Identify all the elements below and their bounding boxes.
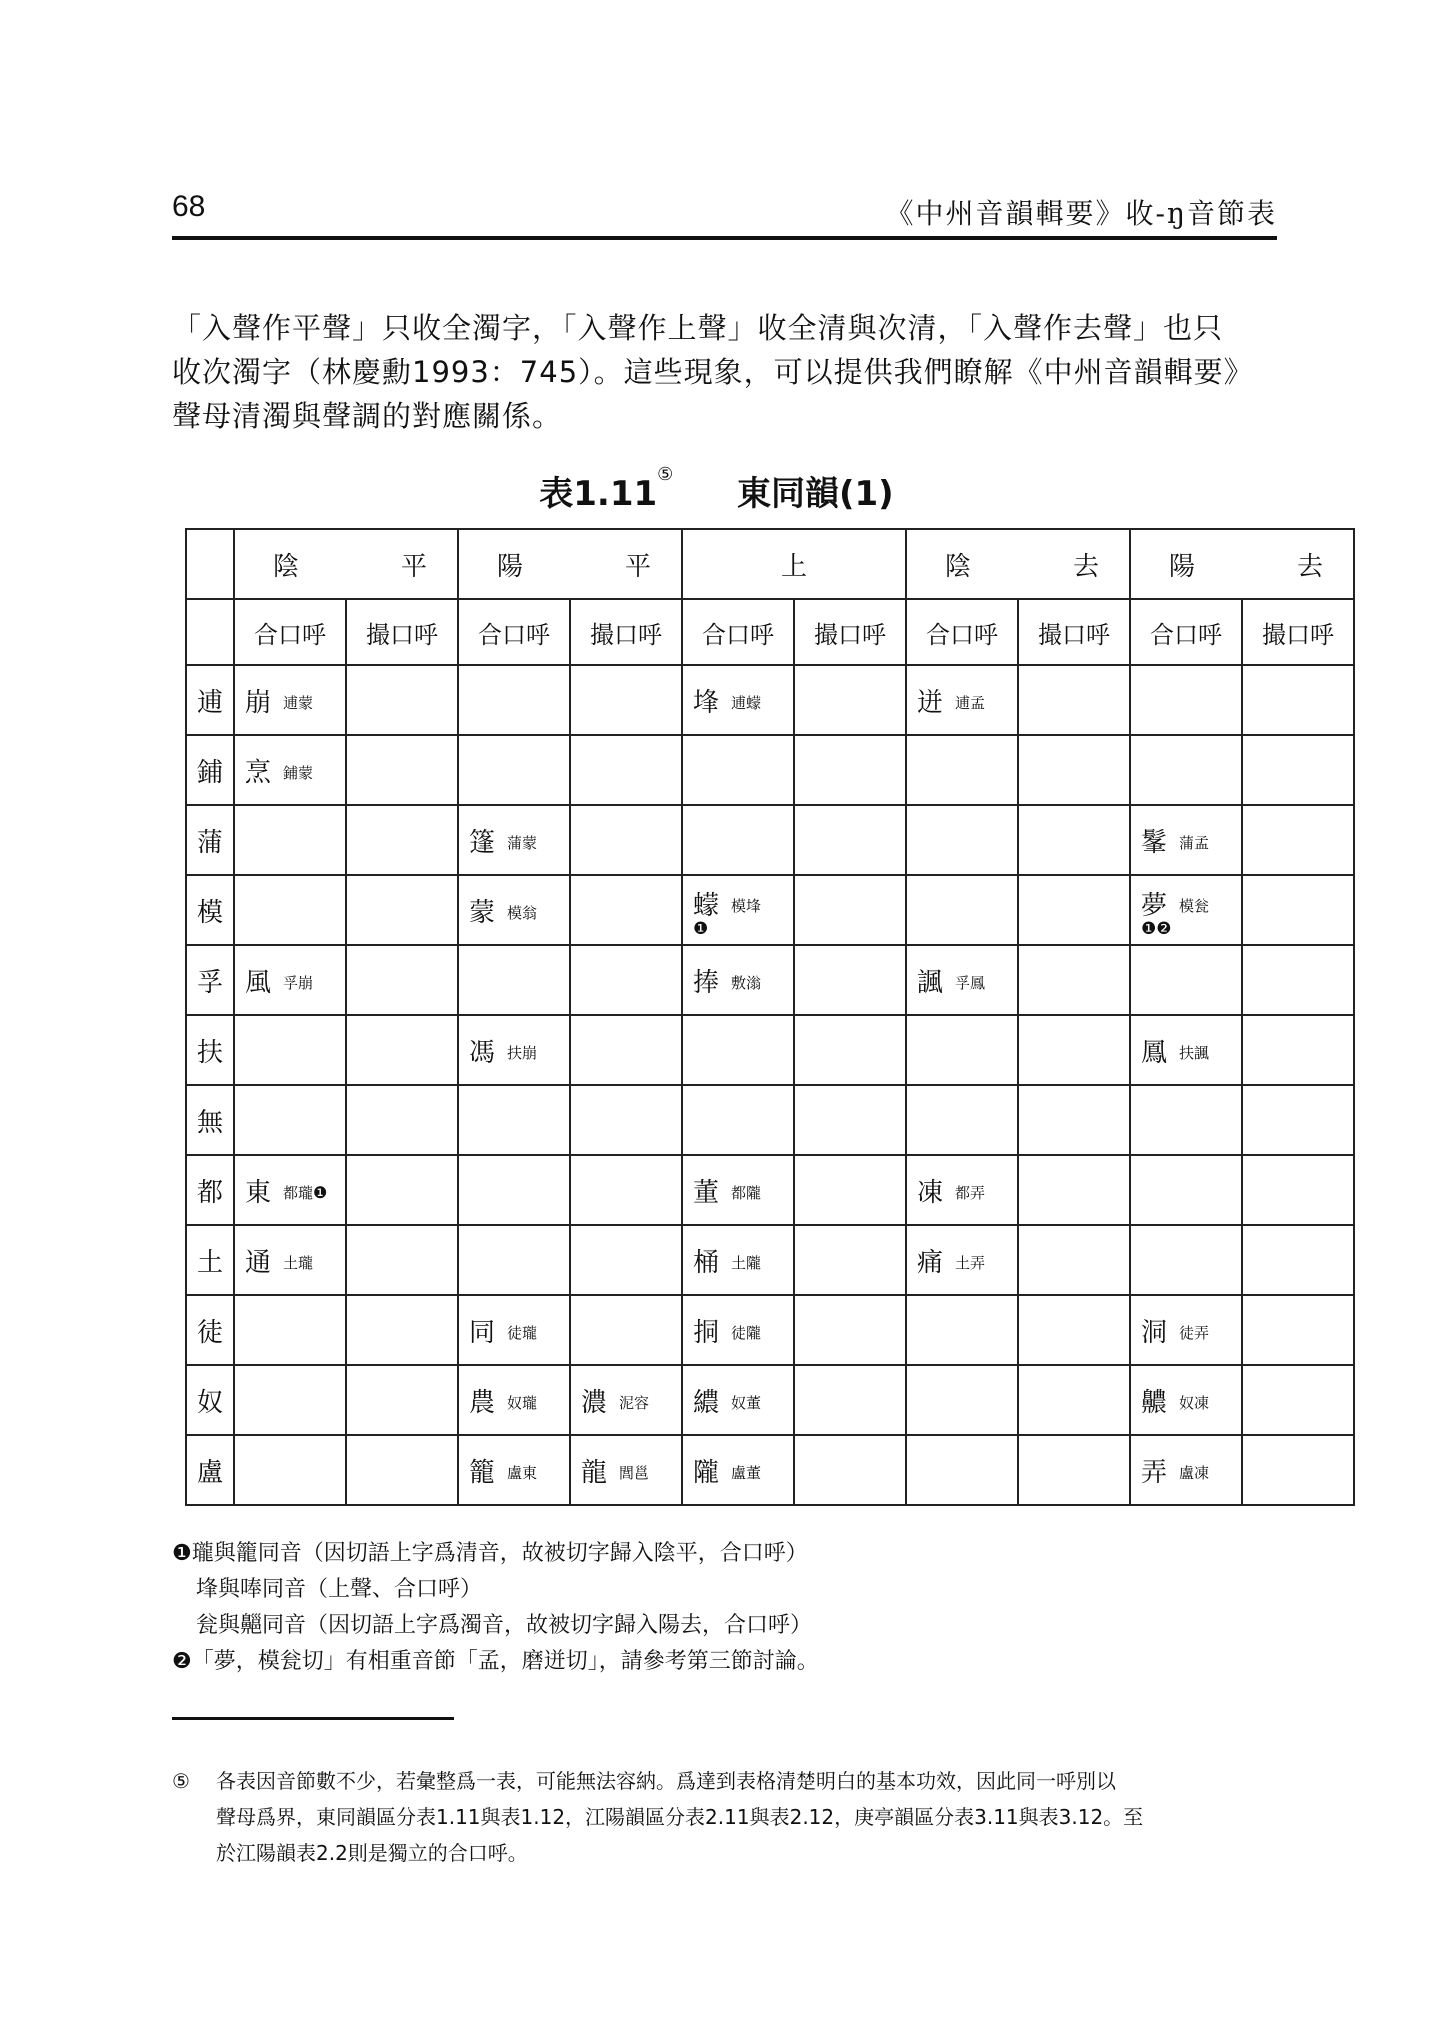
footnote: [172, 1763, 1292, 1871]
syllable-char: 通: [245, 1247, 272, 1278]
table-row: [186, 1155, 1354, 1225]
table-row: [186, 1015, 1354, 1085]
syllable-char: 同: [469, 1317, 496, 1348]
fanqie-annotation: 土弄: [955, 1253, 986, 1272]
tone-label: [907, 546, 1129, 583]
syllable-char: 齈: [1141, 1387, 1168, 1418]
syllable-cell: [1018, 1435, 1130, 1505]
tone-header: [234, 529, 458, 599]
syllable-cell: [346, 735, 458, 805]
syllable-cell: [570, 1435, 682, 1505]
syllable-char: 諷: [917, 967, 944, 998]
syllable-cell: [682, 735, 794, 805]
syllable-cell: [458, 665, 570, 735]
fanqie-annotation: 模埄: [731, 896, 762, 915]
syllable-cell: [906, 1155, 1018, 1225]
syllable-cell: [1130, 875, 1242, 945]
fanqie-annotation: 扶崩: [507, 1043, 538, 1062]
footnote-line: 於江陽韻表2.2則是獨立的合口呼。: [216, 1841, 528, 1865]
fanqie-annotation: 都隴: [731, 1183, 762, 1202]
tone-part: 陽: [1169, 551, 1196, 582]
syllable-cell: [682, 1225, 794, 1295]
syllable-cell: [794, 665, 906, 735]
syllable-char: 髼: [1141, 827, 1168, 858]
fanqie-annotation: 盧董: [731, 1463, 762, 1482]
table-row: [186, 805, 1354, 875]
fanqie-annotation: 徒弄: [1179, 1323, 1210, 1342]
syllable-cell: [682, 875, 794, 945]
table-row: [186, 735, 1354, 805]
table-row: [186, 1435, 1354, 1505]
syllable-cell: [1018, 945, 1130, 1015]
syllable-cell: [458, 945, 570, 1015]
table-title: 東同韻(1): [736, 474, 894, 514]
syllable-char: 痛: [917, 1247, 944, 1278]
syllable-char: 捧: [693, 967, 720, 998]
initial-cell: 孚: [186, 945, 234, 1015]
syllable-cell: [234, 945, 346, 1015]
fanqie-annotation: 都瓏❶: [283, 1182, 328, 1202]
table-row: [186, 945, 1354, 1015]
tone-header: [1130, 529, 1354, 599]
syllable-cell: [906, 1435, 1018, 1505]
table-row: [186, 1225, 1354, 1295]
fanqie-annotation: 都弄: [955, 1183, 986, 1202]
tone-part: 平: [624, 551, 651, 582]
hu-label: 合口呼: [234, 599, 346, 665]
syllable-cell: [234, 1225, 346, 1295]
hu-label: 撮口呼: [346, 599, 458, 665]
paragraph-line: 聲母清濁與聲調的對應關係。: [172, 399, 563, 433]
initial-cell: 盧: [186, 1435, 234, 1505]
fanqie-annotation: 蒲孟: [1179, 833, 1210, 852]
syllable-cell: [906, 945, 1018, 1015]
syllable-cell: [1130, 1155, 1242, 1225]
syllable-cell: [794, 1295, 906, 1365]
syllable-cell: [570, 665, 682, 735]
syllable-char: 桶: [693, 1247, 720, 1278]
syllable-cell: [794, 1435, 906, 1505]
syllable-cell: [234, 1365, 346, 1435]
syllable-cell: [1130, 805, 1242, 875]
tone-part: 陰: [273, 551, 300, 582]
note-line: ❶瓏與籠同音（因切語上字爲清音，故被切字歸入陰平，合口呼）: [172, 1541, 808, 1566]
rhyme-table: [185, 528, 1355, 1506]
syllable-cell: [1130, 1435, 1242, 1505]
note-line: 埄與唪同音（上聲、合口呼）: [196, 1577, 483, 1602]
syllable-cell: [1018, 1015, 1130, 1085]
syllable-cell: [458, 1295, 570, 1365]
hu-label: 合口呼: [458, 599, 570, 665]
syllable-cell: [1242, 1225, 1354, 1295]
syllable-cell: [906, 805, 1018, 875]
syllable-cell: [570, 805, 682, 875]
initial-cell: 鋪: [186, 735, 234, 805]
syllable-cell: [1242, 805, 1354, 875]
syllable-cell: [794, 1225, 906, 1295]
table-row: [186, 1365, 1354, 1435]
fanqie-annotation: 泥容: [619, 1393, 650, 1412]
syllable-cell: [1242, 665, 1354, 735]
syllable-char: 籠: [469, 1457, 496, 1488]
syllable-cell: [682, 945, 794, 1015]
table-caption: [0, 466, 1433, 515]
syllable-cell: [346, 1365, 458, 1435]
body-paragraph: [172, 306, 1282, 438]
syllable-cell: [346, 1225, 458, 1295]
syllable-char: 埄: [693, 687, 720, 718]
syllable-cell: [794, 875, 906, 945]
fanqie-annotation: 扶諷: [1179, 1043, 1210, 1062]
syllable-char: 濃: [581, 1387, 608, 1418]
tone-label: [459, 546, 681, 583]
syllable-cell: [1130, 1365, 1242, 1435]
syllable-char: 崩: [245, 687, 272, 718]
syllable-cell: [458, 1225, 570, 1295]
syllable-cell: [1018, 735, 1130, 805]
syllable-cell: [682, 1365, 794, 1435]
syllable-cell: [1018, 875, 1130, 945]
fanqie-annotation: 盧凍: [1179, 1463, 1210, 1482]
syllable-cell: [234, 735, 346, 805]
hu-label: 合口呼: [906, 599, 1018, 665]
syllable-cell: [794, 945, 906, 1015]
fanqie-annotation: 閭邕: [619, 1463, 650, 1482]
syllable-cell: [346, 1015, 458, 1085]
note-marker: ❶: [313, 1182, 328, 1202]
syllable-char: 弄: [1141, 1457, 1168, 1488]
syllable-cell: [1130, 1015, 1242, 1085]
syllable-char: 鳳: [1141, 1037, 1168, 1068]
syllable-cell: [570, 735, 682, 805]
tone-header: [682, 529, 906, 599]
tone-part: 平: [400, 551, 427, 582]
syllable-cell: [458, 1155, 570, 1225]
syllable-char: 董: [693, 1177, 720, 1208]
syllable-cell: [1242, 875, 1354, 945]
syllable-char: 凍: [917, 1177, 944, 1208]
syllable-cell: [1018, 1295, 1130, 1365]
fanqie-annotation: 盧東: [507, 1463, 538, 1482]
initial-cell: 模: [186, 875, 234, 945]
syllable-cell: [570, 945, 682, 1015]
footnote-line: 各表因音節數不少，若彙整爲一表，可能無法容納。爲達到表格清楚明白的基本功效，因此同一呼別以: [216, 1769, 1116, 1793]
fanqie-annotation: 模瓮: [1179, 896, 1210, 915]
syllable-cell: [570, 1015, 682, 1085]
tone-header-row: [186, 529, 1354, 599]
table-row: [186, 1295, 1354, 1365]
syllable-cell: [570, 1295, 682, 1365]
syllable-cell: [346, 1085, 458, 1155]
syllable-cell: [458, 1435, 570, 1505]
syllable-cell: [906, 1365, 1018, 1435]
syllable-cell: [458, 1015, 570, 1085]
initial-cell: 土: [186, 1225, 234, 1295]
hu-label: 合口呼: [1130, 599, 1242, 665]
syllable-cell: [1242, 1085, 1354, 1155]
syllable-char: 烹: [245, 757, 272, 788]
syllable-cell: [234, 665, 346, 735]
syllable-cell: [1130, 1225, 1242, 1295]
syllable-cell: [234, 1295, 346, 1365]
syllable-char: 洞: [1141, 1317, 1168, 1348]
tone-part: 去: [1296, 551, 1323, 582]
fanqie-annotation: 鋪蒙: [283, 763, 314, 782]
syllable-char: 龍: [581, 1457, 608, 1488]
initial-cell: 都: [186, 1155, 234, 1225]
fanqie-annotation: 奴凍: [1179, 1393, 1210, 1412]
fanqie-annotation: 徒隴: [731, 1323, 762, 1342]
fanqie-annotation: 逋蒙: [283, 693, 314, 712]
initial-cell: 逋: [186, 665, 234, 735]
paragraph-line: 「入聲作平聲」只收全濁字，「入聲作上聲」收全清與次清，「入聲作去聲」也只: [172, 311, 1224, 345]
syllable-cell: [234, 1085, 346, 1155]
syllable-cell: [682, 1435, 794, 1505]
syllable-cell: [1242, 1155, 1354, 1225]
hu-label: 撮口呼: [1242, 599, 1354, 665]
syllable-char: 挏: [693, 1317, 720, 1348]
syllable-cell: [458, 1365, 570, 1435]
table-notes: [172, 1536, 819, 1680]
syllable-cell: [234, 1435, 346, 1505]
syllable-cell: [1242, 1015, 1354, 1085]
syllable-cell: [1018, 805, 1130, 875]
syllable-cell: [570, 875, 682, 945]
syllable-cell: [794, 735, 906, 805]
initial-cell: 蒲: [186, 805, 234, 875]
fanqie-annotation: 敷滃: [731, 973, 762, 992]
tone-label: 上: [780, 551, 807, 582]
table-row: [186, 665, 1354, 735]
syllable-cell: [458, 805, 570, 875]
syllable-cell: [906, 1295, 1018, 1365]
syllable-cell: [794, 1365, 906, 1435]
fanqie-annotation: 奴瓏: [507, 1393, 538, 1412]
initial-cell: 無: [186, 1085, 234, 1155]
initial-cell: 扶: [186, 1015, 234, 1085]
fanqie-annotation: 模翁: [507, 903, 538, 922]
tone-part: 陽: [497, 551, 524, 582]
syllable-cell: [346, 1295, 458, 1365]
syllable-cell: [1130, 1295, 1242, 1365]
footnote-ref: ⑤: [657, 464, 674, 485]
table-label: 表1.11: [539, 474, 658, 514]
syllable-cell: [234, 1015, 346, 1085]
syllable-char: 農: [469, 1387, 496, 1418]
syllable-cell: [682, 665, 794, 735]
syllable-cell: [346, 875, 458, 945]
fanqie-annotation: 孚崩: [283, 973, 314, 992]
syllable-cell: [1130, 1085, 1242, 1155]
syllable-char: 迸: [917, 687, 944, 718]
syllable-cell: [1018, 1085, 1130, 1155]
fanqie-annotation: 土瓏: [283, 1253, 314, 1272]
syllable-cell: [1130, 945, 1242, 1015]
fanqie-annotation: 徒瓏: [507, 1323, 538, 1342]
syllable-cell: [1242, 1435, 1354, 1505]
table-row: [186, 1085, 1354, 1155]
syllable-cell: [346, 945, 458, 1015]
syllable-cell: [1242, 945, 1354, 1015]
syllable-cell: [794, 1085, 906, 1155]
note-marker: ❶❷: [1141, 918, 1172, 939]
fanqie-annotation: 孚鳳: [955, 973, 986, 992]
note-line: 瓮與齆同音（因切語上字爲濁音，故被切字歸入陽去，合口呼）: [196, 1613, 813, 1638]
syllable-cell: [906, 1015, 1018, 1085]
syllable-cell: [682, 1085, 794, 1155]
syllable-cell: [1018, 1365, 1130, 1435]
tone-label: [235, 546, 457, 583]
running-title: 《中州音韻輯要》收-ŋ音節表: [885, 197, 1277, 230]
syllable-cell: [906, 1225, 1018, 1295]
syllable-char: 夢: [1141, 890, 1168, 921]
syllable-char: 東: [245, 1177, 272, 1208]
syllable-cell: [682, 1295, 794, 1365]
syllable-cell: [346, 1435, 458, 1505]
paragraph-line: 收次濁字（林慶勳1993：745）。這些現象，可以提供我們瞭解《中州音韻輯要》: [172, 355, 1254, 389]
footnote-line: 聲母爲界，東同韻區分表1.11與表1.12，江陽韻區分表2.11與表2.12，庚亭韻區分表3.11與表3.12。至: [216, 1805, 1144, 1829]
syllable-char: 篷: [469, 827, 496, 858]
syllable-char: 隴: [693, 1457, 720, 1488]
syllable-cell: [682, 805, 794, 875]
syllable-cell: [1018, 1155, 1130, 1225]
syllable-cell: [570, 1225, 682, 1295]
syllable-char: 蠓: [693, 890, 720, 921]
page-number: 68: [172, 190, 206, 223]
syllable-cell: [906, 875, 1018, 945]
fanqie-annotation: 土隴: [731, 1253, 762, 1272]
fanqie-annotation: 蒲蒙: [507, 833, 538, 852]
hu-label: 撮口呼: [570, 599, 682, 665]
fanqie-annotation: 奴董: [731, 1393, 762, 1412]
initial-cell: 徒: [186, 1295, 234, 1365]
syllable-cell: [458, 1085, 570, 1155]
syllable-cell: [346, 1155, 458, 1225]
syllable-cell: [570, 1365, 682, 1435]
corner-cell: [186, 529, 234, 599]
hu-header-row: [186, 599, 1354, 665]
table-row: [186, 875, 1354, 945]
tone-header: [458, 529, 682, 599]
syllable-cell: [1242, 1295, 1354, 1365]
syllable-cell: [1242, 1365, 1354, 1435]
syllable-cell: [234, 805, 346, 875]
syllable-cell: [1242, 735, 1354, 805]
note-line: ❷「夢，模瓮切」有相重音節「孟，磨迸切」，請參考第三節討論。: [172, 1649, 819, 1674]
syllable-cell: [458, 875, 570, 945]
footnote-rule: [172, 1717, 454, 1720]
footnote-mark: ⑤: [172, 1769, 190, 1793]
hu-label: 撮口呼: [1018, 599, 1130, 665]
syllable-cell: [458, 735, 570, 805]
syllable-char: 蒙: [469, 897, 496, 928]
syllable-cell: [234, 875, 346, 945]
syllable-cell: [570, 1085, 682, 1155]
syllable-cell: [682, 1155, 794, 1225]
tone-part: 去: [1072, 551, 1099, 582]
syllable-char: 風: [245, 967, 272, 998]
initial-cell: 奴: [186, 1365, 234, 1435]
syllable-cell: [1130, 735, 1242, 805]
note-marker: ❶: [693, 918, 709, 939]
fanqie-annotation: 逋孟: [955, 693, 986, 712]
header-rule: [172, 236, 1277, 240]
fanqie-annotation: 逋蠓: [731, 693, 762, 712]
hu-label: 撮口呼: [794, 599, 906, 665]
syllable-cell: [234, 1155, 346, 1225]
hu-label: 合口呼: [682, 599, 794, 665]
syllable-cell: [346, 805, 458, 875]
syllable-cell: [906, 665, 1018, 735]
syllable-cell: [794, 805, 906, 875]
syllable-cell: [794, 1015, 906, 1085]
syllable-cell: [682, 1015, 794, 1085]
syllable-cell: [906, 1085, 1018, 1155]
tone-header: [906, 529, 1130, 599]
syllable-cell: [1018, 665, 1130, 735]
syllable-cell: [570, 1155, 682, 1225]
syllable-cell: [906, 735, 1018, 805]
syllable-cell: [794, 1155, 906, 1225]
syllable-char: 繷: [693, 1387, 720, 1418]
tone-label: [1131, 546, 1353, 583]
syllable-cell: [1018, 1225, 1130, 1295]
syllable-char: 馮: [469, 1037, 496, 1068]
corner-cell: [186, 599, 234, 665]
syllable-cell: [346, 665, 458, 735]
tone-part: 陰: [945, 551, 972, 582]
syllable-cell: [1130, 665, 1242, 735]
